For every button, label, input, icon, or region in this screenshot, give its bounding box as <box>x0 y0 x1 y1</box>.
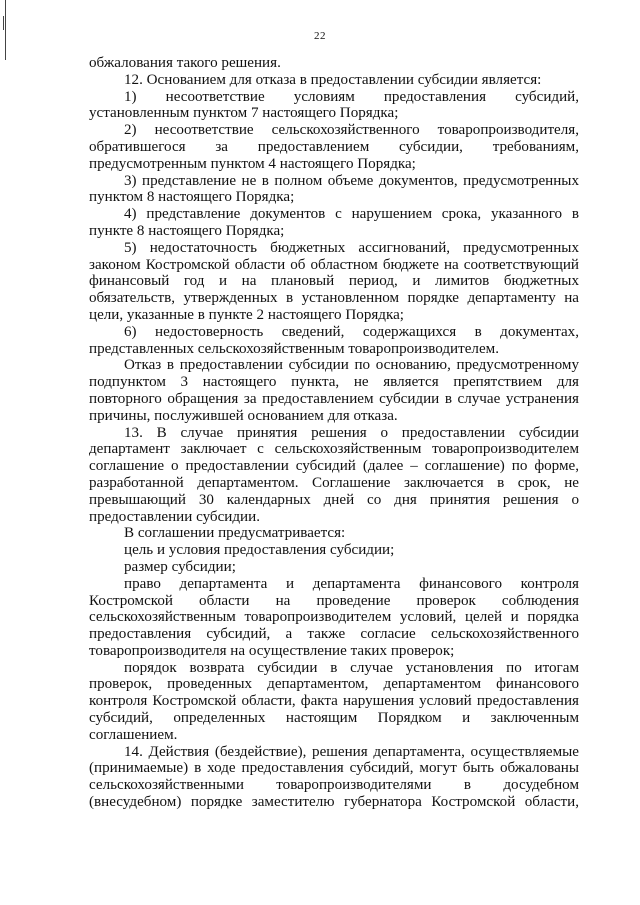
list-item-refusal-6: 6) недостоверность сведений, содержащихся в документах, представленных сельскохозяйственным товаропроизводителем. <box>89 323 579 357</box>
list-item-refusal-2: 2) несоответствие сельскохозяйственного товаропроизводителя, обратившегося за предоставлением субсидии, требованиям, предусмотренным пунктом 4 настоящего Порядка; <box>89 122 579 172</box>
list-item-refusal-5: 5) недостаточность бюджетных ассигнований, предусмотренных законом Костромской области об областном бюджете на соответствующий финансовый год и на плановый период, и лимитов бюджетных обязательств, утвержденных в установленном порядке департаменту на цели, указанные в пункте 2 настоящего Порядка; <box>89 239 579 323</box>
paragraph-clause-14: 14. Действия (бездействие), решения департамента, осуществляемые (принимаемые) в ходе предоставления субсидий, могут быть обжалованы сельскохозяйственными товаропроизводителями в досудебном (внесудебном) порядке заместителю губернатора Костромской области, <box>89 743 579 811</box>
paragraph-refusal-note: Отказ в предоставлении субсидии по основанию, предусмотренному подпунктом 3 настоящего пункта, не является препятствием для повторного обращения за предоставлением субсидии в случае устранения причины, послужившей основанием для отказа. <box>89 357 579 424</box>
list-item-agreement-goal: цель и условия предоставления субсидии; <box>124 542 395 559</box>
list-item-agreement-amount: размер субсидии; <box>124 558 236 575</box>
paragraph-clause-12-heading: 12. Основанием для отказа в предоставлении субсидии является: <box>124 71 542 88</box>
paragraph-agreement-intro: В соглашении предусматривается: <box>124 525 346 542</box>
paragraph-clause-13: 13. В случае принятия решения о предоставлении субсидии департамент заключает с сельскохозяйственным товаропроизводителем соглашение о предоставлении субсидий (далее – соглашение) по форме, разработанной департаментом. Соглашение заключается в срок, не превышающий 30 календарных дней со дня принятия решения о предоставлении субсидии. <box>89 424 579 525</box>
list-item-agreement-refund: порядок возврата субсидии в случае установления по итогам проверок, проведенных департаментом, департаментом финансового контроля Костромской области, факта нарушения условий предоставления субсидий, определенных настоящим Порядком и заключенным соглашением. <box>89 659 579 743</box>
page-number: 22 <box>314 30 326 42</box>
list-item-refusal-3: 3) представление не в полном объеме документов, предусмотренных пунктом 8 настоящего Порядка; <box>89 172 579 206</box>
paragraph-continuation: обжалования такого решения. <box>89 55 281 71</box>
list-item-refusal-1: 1) несоответствие условиям предоставления субсидий, установленным пунктом 7 настоящего Порядка; <box>89 88 579 122</box>
list-item-agreement-inspections: право департамента и департамента финансового контроля Костромской области на проведение проверок соблюдения сельскохозяйственным товаропроизводителем условий, целей и порядка предоставления субсидий, а также согласие сельскохозяйственного товаропроизводителя на осуществление таких проверок; <box>89 575 579 659</box>
list-item-refusal-4: 4) представление документов с нарушением срока, указанного в пункте 8 настоящего Порядка; <box>89 206 579 239</box>
document-body <box>89 55 579 811</box>
scan-edge-line <box>3 16 4 30</box>
